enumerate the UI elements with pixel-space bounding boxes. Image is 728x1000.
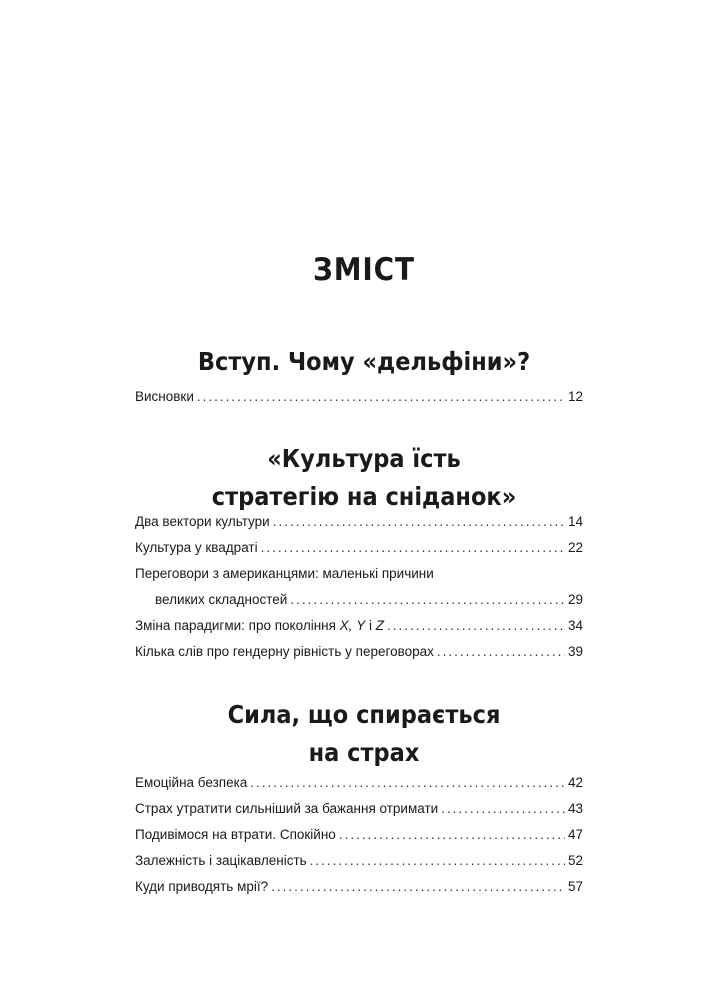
toc-entry-page: 42 (567, 775, 583, 790)
leader-dots (197, 384, 565, 410)
toc-entry-label (135, 613, 384, 639)
section-heading-culture (36, 440, 691, 516)
section-heading-line: стратегію на сніданок» (211, 482, 517, 511)
toc-list-intro (135, 384, 583, 410)
label-text: Зміна парадигми: про покоління (135, 618, 340, 633)
toc-entry-label: Залежність і зацікавленість (135, 853, 307, 868)
toc-entry-page: 22 (567, 540, 583, 555)
leader-dots (250, 770, 565, 796)
toc-entry-page: 43 (567, 801, 583, 816)
section-heading-line: Сила, що спирається (227, 700, 501, 729)
leader-dots (310, 848, 565, 874)
toc-entry[interactable] (135, 509, 583, 535)
page-title: ЗМІСТ (313, 252, 415, 288)
toc-entry[interactable] (135, 822, 583, 848)
toc-entry-page: 57 (567, 879, 583, 894)
toc-entry[interactable] (135, 535, 583, 561)
leader-dots (290, 587, 565, 613)
leader-dots (387, 613, 565, 639)
toc-entry-label: Куди приводять мрії? (135, 879, 269, 894)
leader-dots (339, 822, 565, 848)
toc-entry-page: 34 (567, 618, 583, 633)
toc-entry-line2 (135, 587, 583, 613)
label-text: і (365, 618, 376, 633)
toc-entry-page: 39 (567, 644, 583, 659)
toc-entry-label: Кілька слів про гендерну рівність у переговорах (135, 644, 434, 659)
section-heading-line: Вступ. Чому «дельфіни»? (197, 347, 531, 376)
label-italic-y: Y (356, 618, 366, 633)
toc-entry[interactable] (135, 848, 583, 874)
toc-entry-page: 14 (567, 514, 583, 529)
toc-entry[interactable] (135, 384, 583, 410)
toc-entry-label: Переговори з американцями: маленькі причини (135, 566, 434, 581)
toc-list-culture (135, 509, 583, 665)
toc-entry[interactable] (135, 639, 583, 665)
toc-entry[interactable] (135, 796, 583, 822)
toc-entry-label: Два вектори культури (135, 514, 270, 529)
leader-dots (271, 874, 565, 900)
leader-dots (437, 639, 565, 665)
toc-entry-page: 52 (567, 853, 583, 868)
toc-entry-label: Висновки (135, 389, 194, 404)
toc-entry[interactable] (135, 874, 583, 900)
toc-entry-label: Подивімося на втрати. Спокійно (135, 827, 336, 842)
toc-entry-page: 12 (567, 389, 583, 404)
leader-dots (273, 509, 565, 535)
toc-entry[interactable] (135, 770, 583, 796)
section-heading-intro (36, 343, 691, 381)
label-italic-x: X, (339, 618, 353, 633)
toc-list-fear (135, 770, 583, 900)
toc-entry-page: 47 (567, 827, 583, 842)
toc-entry-page: 29 (567, 592, 583, 607)
section-heading-line: на страх (308, 738, 420, 767)
toc-entry[interactable] (135, 561, 583, 613)
toc-entry-label: Культура у квадраті (135, 540, 258, 555)
label-italic-z: Z (375, 618, 384, 633)
toc-entry-label: Емоційна безпека (135, 775, 248, 790)
toc-entry[interactable] (135, 613, 583, 639)
toc-entry-label-cont: великих складностей (155, 592, 288, 607)
toc-entry-label: Страх утратити сильніший за бажання отримати (135, 801, 439, 816)
section-heading-line: «Культура їсть (267, 444, 461, 473)
leader-dots (261, 535, 565, 561)
section-heading-fear (36, 696, 691, 772)
leader-dots (441, 796, 565, 822)
